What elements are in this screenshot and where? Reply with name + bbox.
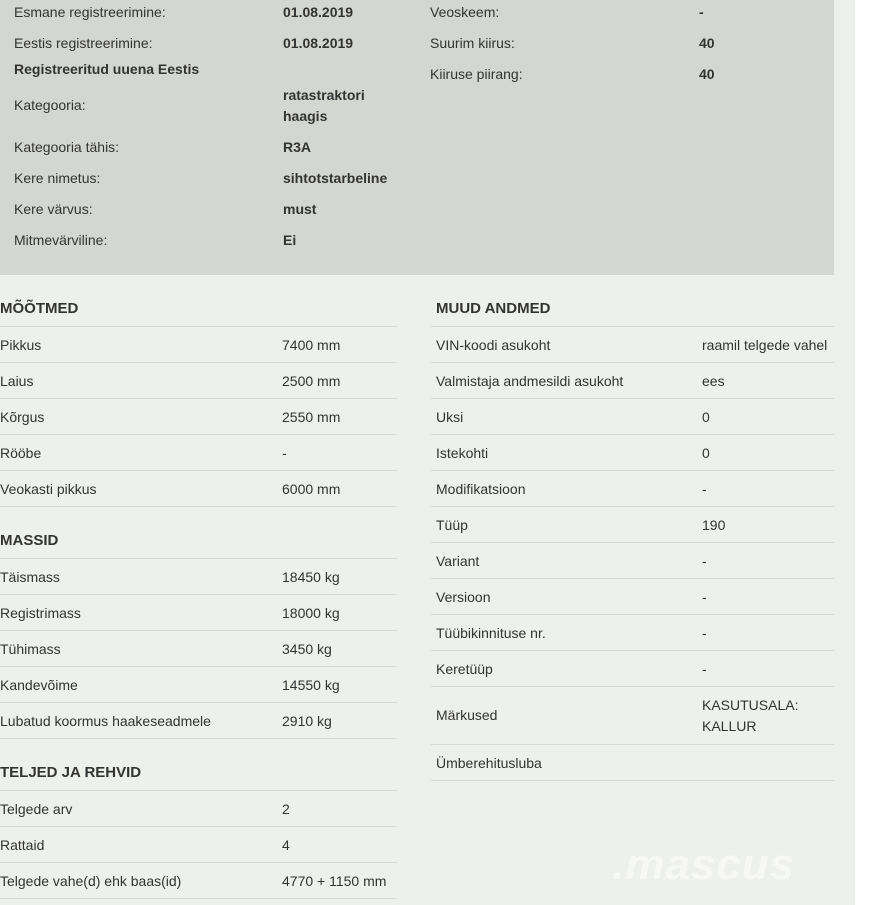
reg-label-speed-limit: Kiiruse piirang: — [430, 66, 523, 82]
row-value: - — [702, 661, 707, 677]
table-row — [431, 326, 834, 363]
table-row — [431, 744, 834, 781]
row-label: Kõrgus — [0, 409, 45, 425]
reg-label-first-registration: Esmane registreerimine: — [14, 4, 166, 20]
row-value: - — [282, 445, 287, 461]
row-value: 4 — [282, 837, 290, 853]
row-value: KASUTUSALA: KALLUR — [702, 697, 799, 734]
table-row — [431, 362, 834, 399]
table-row — [431, 686, 834, 744]
reg-value-multicolor: Ei — [283, 232, 297, 248]
table-row — [431, 542, 834, 579]
reg-value-drive-scheme: - — [699, 4, 704, 20]
table-row — [0, 434, 397, 471]
row-value: 2550 mm — [282, 409, 341, 425]
row-value: 0 — [702, 445, 710, 461]
row-label: Märkused — [436, 707, 498, 723]
row-label: VIN-koodi asukoht — [436, 337, 551, 353]
row-label: Valmistaja andmesildi asukoht — [436, 373, 624, 389]
table-row — [431, 506, 834, 543]
row-label: Rööbe — [0, 445, 42, 461]
reg-value-estonia-registration: 01.08.2019 — [283, 35, 354, 51]
row-label: Istekohti — [436, 445, 489, 461]
table-row — [0, 826, 397, 863]
row-label: Telgede vahe(d) ehk baas(id) — [0, 873, 182, 889]
table-row — [0, 470, 397, 507]
row-label: Laius — [0, 373, 34, 389]
row-value: 4770 + 1150 mm — [282, 873, 387, 889]
row-label: Tüüp — [436, 517, 468, 533]
table-row — [0, 790, 397, 827]
section-title-masses: MASSID — [0, 532, 59, 549]
row-value: 14550 kg — [282, 677, 340, 693]
row-label: Telgede arv — [0, 801, 73, 817]
row-label: Uksi — [436, 409, 464, 425]
divider — [0, 738, 397, 739]
row-value: - — [702, 589, 707, 605]
table-row — [431, 578, 834, 615]
reg-label-new-in-estonia: Registreeritud uuena Eestis — [14, 61, 200, 77]
reg-label-body-name: Kere nimetus: — [14, 170, 101, 186]
table-row — [431, 470, 834, 507]
row-value: 0 — [702, 409, 710, 425]
reg-label-max-speed: Suurim kiirus: — [430, 35, 515, 51]
reg-value-category-code: R3A — [283, 139, 312, 155]
row-label: Tühimass — [0, 641, 61, 657]
row-value: 6000 mm — [282, 481, 341, 497]
table-row — [431, 398, 834, 435]
table-row — [431, 434, 834, 471]
row-label: Versioon — [436, 589, 491, 605]
table-row — [431, 614, 834, 651]
table-row — [0, 630, 397, 667]
row-value: 190 — [702, 517, 726, 533]
reg-value-speed-limit: 40 — [699, 66, 715, 82]
row-value: 7400 mm — [282, 337, 341, 353]
divider — [431, 780, 834, 781]
table-row — [0, 398, 397, 435]
table-row — [0, 558, 397, 595]
table-row — [0, 666, 397, 703]
row-value: - — [702, 625, 707, 641]
row-value: 18450 kg — [282, 569, 340, 585]
reg-value-max-speed: 40 — [699, 35, 715, 51]
table-row — [0, 326, 397, 363]
row-value: - — [702, 481, 707, 497]
reg-label-multicolor: Mitmevärviline: — [14, 232, 108, 248]
row-label: Täismass — [0, 569, 60, 585]
table-row — [0, 862, 397, 899]
row-label: Lubatud koormus haakeseadmele — [0, 713, 211, 729]
row-label: Veokasti pikkus — [0, 481, 97, 497]
row-label: Pikkus — [0, 337, 42, 353]
reg-label-estonia-registration: Eestis registreerimine: — [14, 35, 153, 51]
divider — [0, 506, 397, 507]
row-value: 3450 kg — [282, 641, 332, 657]
reg-value-body-color: must — [283, 201, 317, 217]
reg-label-category-code: Kategooria tähis: — [14, 139, 120, 155]
row-value: 2910 kg — [282, 713, 332, 729]
table-row — [0, 594, 397, 631]
table-row — [0, 702, 397, 739]
reg-label-body-color: Kere värvus: — [14, 201, 93, 217]
section-title-axles: TELJED JA REHVID — [0, 764, 142, 781]
row-value: - — [702, 553, 707, 569]
row-label: Keretüüp — [436, 661, 493, 677]
reg-value-body-name: sihtotstarbeline — [283, 170, 388, 186]
divider — [0, 898, 397, 899]
reg-label-drive-scheme: Veoskeem: — [430, 4, 500, 20]
row-value: 18000 kg — [282, 605, 340, 621]
row-value: 2500 mm — [282, 373, 341, 389]
row-value: 2 — [282, 801, 290, 817]
reg-value-category: ratastraktori haagis — [283, 87, 365, 124]
section-title-other: MUUD ANDMED — [436, 300, 551, 317]
table-row — [0, 362, 397, 399]
reg-value-first-registration: 01.08.2019 — [283, 4, 354, 20]
row-label: Ümberehitusluba — [436, 755, 542, 771]
row-value: raamil telgede vahel — [702, 337, 828, 353]
row-label: Modifikatsioon — [436, 481, 526, 497]
reg-label-category: Kategooria: — [14, 97, 86, 113]
row-label: Kandevõime — [0, 677, 78, 693]
row-label: Registrimass — [0, 605, 81, 621]
row-label: Tüübikinnituse nr. — [436, 625, 546, 641]
row-label: Variant — [436, 553, 480, 569]
row-value: ees — [702, 373, 725, 389]
row-label: Rattaid — [0, 837, 45, 853]
table-row — [431, 650, 834, 687]
section-title-dimensions: MÕÕTMED — [0, 300, 79, 317]
mascus-watermark-logo: .mascus — [612, 840, 796, 889]
